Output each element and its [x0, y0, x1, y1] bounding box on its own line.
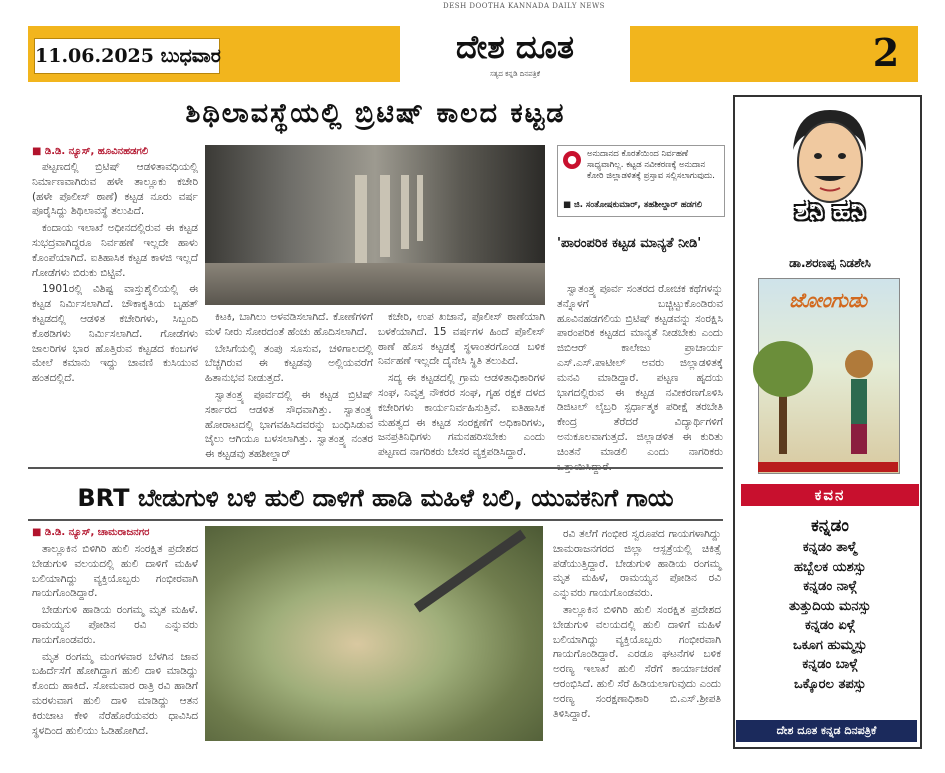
article2-photo-blurred — [205, 526, 543, 741]
article1-column-2 — [205, 310, 373, 462]
paragraph: ಬೇಸಿಗೆಯಲ್ಲಿ ತಂಪು ಸೂಸುವ, ಚಳಿಗಾಲದಲ್ಲಿ ಬೆಚ್ಚಗಿರುವ ಈ ಕಟ್ಟಡವು ಅಲ್ಲಿಯವರೆಗೆ ಹಿತಾನುಭವ ನೀಡುತ್ತದೆ. — [205, 342, 373, 385]
poem-line: ಕನ್ನಡಂ ನಾಳ್ಗೆ — [803, 579, 857, 594]
masthead-subtitle: ಸತ್ಯದ ಕನ್ನಡಿ ದಿನಪತ್ರಿಕೆ — [489, 70, 541, 78]
sidebar-footer: ದೇಶ ದೂತ ಕನ್ನಡ ದಿನಪತ್ರಿಕೆ — [736, 720, 917, 742]
paragraph: ತಾಲ್ಲೂಕಿನ ಬಿಳಿಗಿರಿ ಹುಲಿ ಸಂರಕ್ಷಿತ ಪ್ರದೇಶದ ಬೇಡುಗುಳಿ ವಲಯದಲ್ಲಿ ಹುಲಿ ದಾಳಿಗೆ ಮಹಿಳೆ ಬಲಿಯಾಗಿದ್ದು ವ್ಯಕ್ತಿಯೊಬ್ಬರು ಗಂಭೀರವಾಗಿ ಗಾಯಗೊಂಡಿದ್ದಾರೆ. — [32, 543, 198, 600]
article2-headline: BRT ಬೇಡುಗುಳಿ ಬಳಿ ಹುಲಿ ದಾಳಿಗೆ ಹಾಡಿ ಮಹಿಳೆ ಬಲಿ, ಯುವಕನಿಗೆ ಗಾಯ — [77, 484, 674, 512]
poem-line: ಒಕೂಗ ಹುಮ್ಮಸ್ಸು — [793, 637, 867, 653]
poem-title: ಕನ್ನಡಂ — [811, 516, 849, 536]
cartoon-title: ಶನಿ ಹನಿ — [794, 196, 866, 226]
article1-column-1 — [32, 160, 198, 462]
poem-section-label: ಕವನ — [741, 484, 919, 506]
paragraph: ಸದ್ಯ ಈ ಕಟ್ಟಡದಲ್ಲಿ ಗ್ರಾಮ ಆಡಳಿತಾಧಿಕಾರಿಗಳ ಸಂಘ, ನಿವೃತ್ತ ನೌಕರರ ಸಂಘ, ಗೃಹ ರಕ್ಷಕ ದಳದ ಕಚೇರಿಗಳು ಕಾರ್ಯನಿರ್ವಹಿಸುತ್ತಿವೆ. ಐತಿಹಾಸಿಕ ಮಹತ್ವದ ಈ ಕಟ್ಟಡ ಸಂರಕ್ಷಣೆಗೆ ಅಧಿಕಾರಿಗಳು, ಜನಪ್ರತಿನಿಧಿಗಳು ಗಮನಹರಿಸಬೇಕು ಎಂದು ಪಟ್ಟಣದ ನಾಗರಿಕರು ಬೇಸರ ವ್ಯಕ್ತಪಡಿಸಿದ್ದಾರೆ. — [378, 372, 545, 459]
issue-weekday: ಬುಧವಾರ — [160, 45, 221, 67]
poem-line: ಕನ್ನಡಂ ಏಳ್ಗೆ — [804, 618, 856, 633]
quote-text: ಅನುದಾನದ ಕೊರತೆಯಿಂದ ನಿರ್ವಹಣೆ ಸಾಧ್ಯವಾಗಿಲ್ಲ. ಕಟ್ಟಡ ನವೀಕರಣಕ್ಕೆ ಅನುದಾನ ಕೋರಿ ಜಿಲ್ಲಾಡಳಿತಕ್ಕೆ ಪ್ರಸ್ತಾವ ಸಲ್ಲಿಸಲಾಗುವುದು. — [587, 149, 715, 181]
article1-byline: ■ ಡಿ.ಡಿ. ನ್ಯೂಸ್, ಹೂವಿನಹಡಗಲಿ — [32, 146, 149, 157]
headline-rule — [28, 519, 723, 521]
issue-date: 11.06.2025 — [35, 45, 154, 67]
paragraph: ಮೃತ ರಂಗಮ್ಮ ಮಂಗಳವಾರ ಬೆಳಗಿನ ಜಾವ ಬಹಿರ್ದೆಸೆಗೆ ಹೋಗಿದ್ದಾಗ ಹುಲಿ ದಾಳಿ ಮಾಡಿದ್ದು ಕೊಂದು ಹಾಕಿದೆ. ಸೋಮವಾರ ರಾತ್ರಿ ರವಿ ಹಾಡಿಗೆ ಮರಳುವಾಗ ಹುಲಿ ದಾಳಿ ಮಾಡಿದ್ದು ಆತನ ಕಿರುಚಾಟ ಕೇಳಿ ನೆರೆಹೊರೆಯವರು ಧಾವಿಸಿದ ಸ್ಥಳದಿಂದ ಹುಲಿಯು ಓಡಿಹೋಗಿದೆ. — [32, 650, 198, 737]
paragraph: ಸ್ವಾತಂತ್ರ್ಯ ಪೂರ್ವದಲ್ಲಿ ಈ ಕಟ್ಟಡ ಬ್ರಿಟಿಷ್ ಸರ್ಕಾರದ ಆಡಳಿತ ಸೌಧವಾಗಿತ್ತು. ಸ್ವಾತಂತ್ರ್ಯ ಹೋರಾಟದಲ್ಲಿ ಭಾಗವಹಿಸಿದವರನ್ನು ಬಂಧಿಸಿಡುವ ಜೈಲು ಆಗಿಯೂ ಬಳಸಲಾಗಿತ್ತು. ಸ್ವಾತಂತ್ರ್ಯ ನಂತರ ಈ ಕಟ್ಟಡವು ತಹಶೀಲ್ದಾರ್ — [205, 388, 373, 461]
paragraph: ಕಚೇರಿ, ಉಪ ಖಜಾನೆ, ಪೊಲೀಸ್ ಠಾಣೆಯಾಗಿ ಬಳಕೆಯಾಗಿದೆ. 15 ವರ್ಷಗಳ ಹಿಂದೆ ಪೊಲೀಸ್ ಠಾಣೆ ಹೊಸ ಕಟ್ಟಡಕ್ಕೆ ಸ್ಥಳಾಂತರಗೊಂಡ ಬಳಿಕ ನಿರ್ವಹಣೆ ಇಲ್ಲದೇ ದೈನೇಸಿ ಸ್ಥಿತಿ ತಲುಪಿದೆ. — [378, 311, 545, 368]
article1-subheading: 'ಪಾರಂಪರಿಕ ಕಟ್ಟಡ ಮಾನ್ಯತೆ ನೀಡಿ' — [557, 236, 702, 251]
paragraph: ತಾಲ್ಲೂಕಿನ ಬಿಳಿಗಿರಿ ಹುಲಿ ಸಂರಕ್ಷಿತ ಪ್ರದೇಶದ ಬೇಡುಗುಳಿ ವಲಯದಲ್ಲಿ ಹುಲಿ ದಾಳಿಗೆ ಮಹಿಳೆ ಬಲಿಯಾಗಿದ್ದು ವ್ಯಕ್ತಿಯೊಬ್ಬರು ಗಂಭೀರವಾಗಿ ಗಾಯಗೊಂಡಿದ್ದಾರೆ. ಎರಡೂ ಘಟನೆಗಳ ಬಳಿಕ ಅರಣ್ಯ ಇಲಾಖೆ ಹುಲಿ ಸೆರೆಗೆ ಕಾರ್ಯಾಚರಣೆ ಆರಂಭಿಸಿದೆ. ಹುಲಿ ಸೆರೆ ಹಿಡಿಯಲಾಗುವುದು ಎಂದು ಅರಣ್ಯ ಸಂರಕ್ಷಣಾಧಿಕಾರಿ ಬಿ.ಎಸ್.ಶ್ರೀಪತಿ ತಿಳಿಸಿದ್ದಾರೆ. — [553, 603, 721, 720]
poem-line: ಹಬ್ಬೆಲಕ ಯಶಸ್ಸು — [793, 559, 867, 575]
book-cover-footer — [758, 462, 898, 472]
cartoonist-name: ಡಾ.ಶರಣಪ್ಪ ನಿಡಶೇಸಿ — [789, 256, 871, 270]
paragraph: ರವಿ ತಲೆಗೆ ಗಂಭೀರ ಸ್ವರೂಪದ ಗಾಯಗಳಾಗಿದ್ದು ಚಾಮರಾಜನಗರದ ಜಿಲ್ಲಾ ಆಸ್ಪತ್ರೆಯಲ್ಲಿ ಚಿಕಿತ್ಸೆ ಪಡೆಯುತ್ತಿದ್ದಾರೆ. ಬೇಡುಗುಳಿ ಹಾಡಿಯ ರಂಗಮ್ಮ ಮೃತ ಮಹಿಳೆ, ರಾಮಯ್ಯನ ಪೋಡಿನ ರವಿ ಎನ್ನುವರು ಗಾಯಗೊಂಡವರು. — [553, 528, 721, 600]
article1-column-4 — [557, 282, 723, 462]
poem-line: ಒಕ್ಕೊರಲ ತಪಸ್ಸು — [794, 676, 866, 692]
page-number: 2 — [872, 30, 900, 75]
article1-headline: ಶಿಥಿಲಾವಸ್ಥೆಯಲ್ಲಿ ಬ್ರಿಟಿಷ್ ಕಾಲದ ಕಟ್ಟಡ — [185, 98, 566, 129]
article2-byline: ■ ಡಿ.ಡಿ. ನ್ಯೂಸ್, ಚಾಮರಾಜನಗರ — [32, 527, 150, 538]
paragraph: ಪಟ್ಟಣದಲ್ಲಿ ಬ್ರಿಟಿಷ್ ಆಡಳಿತಾವಧಿಯಲ್ಲಿ ನಿರ್ಮಾಣವಾಗಿರುವ ಹಳೇ ತಾಲ್ಲೂಕು ಕಚೇರಿ (ಹಳೇ ಪೊಲೀಸ್ ಠಾಣೆ) ಕಟ್ಟಡ ನೂರು ವರ್ಷ ಪೂರೈಸಿದ್ದು ಶಿಥಿಲಾವಸ್ಥೆ ತಲುಪಿದೆ. — [32, 161, 198, 218]
paragraph: ಕಂದಾಯ ಇಲಾಖೆ ಅಧೀನದಲ್ಲಿರುವ ಈ ಕಟ್ಟಡ ಸುಭದ್ರವಾಗಿದ್ದರೂ ನಿರ್ವಹಣೆ ಇಲ್ಲದೇ ಹಾಳು ಕೊಂಪೆಯಾಗಿದೆ. ಐತಿಹಾಸಿಕ ಕಟ್ಟಡ ಕಾಳಜಿ ಇಲ್ಲದೆ ಗೋಡೆಗಳು ಬಿರುಕು ಬಿಟ್ಟಿವೆ. — [32, 222, 198, 279]
quote-attribution: ■ ಜಿ. ಸಂತೋಷಕುಮಾರ್, ತಹಶೀಲ್ದಾರ್ ಹಡಗಲಿ — [563, 200, 703, 210]
paragraph: ಕಿಟಕಿ, ಬಾಗಿಲು ಅಳವಡಿಸಲಾಗಿದೆ. ಕೋಣೆಗಳಿಗೆ ಮಳೆ ನೀರು ಸೋರದಂತೆ ಹೆಂಚು ಹೊದಿಸಲಾಗಿದೆ. — [205, 311, 373, 338]
book-title: ಜೋಂಗುಡು — [789, 288, 867, 312]
article1-column-3 — [378, 310, 545, 462]
paragraph: ಬೇಡುಗುಳಿ ಹಾಡಿಯ ರಂಗಮ್ಮ ಮೃತ ಮಹಿಳೆ. ರಾಮಯ್ಯನ ಪೋಡಿನ ರವಿ ಎನ್ನುವರು ಗಾಯಗೊಂಡವರು. — [32, 604, 198, 646]
poem — [741, 514, 919, 694]
masthead-tagline-english: DESH DOOTHA KANNADA DAILY NEWS — [443, 2, 605, 10]
date-box — [34, 38, 220, 74]
paragraph: ಸ್ವಾತಂತ್ರ್ಯ ಪೂರ್ವ ಸಂತರದ ರೋಚಕ ಕಥೆಗಳನ್ನು ತನ್ನೊಳಗೆ ಬಚ್ಚಿಟ್ಟುಕೊಂಡಿರುವ ಹೂವಿನಹಡಗಲಿಯ ಬ್ರಿಟಿಷ್ ಕಟ್ಟಡವನ್ನು ಸಂರಕ್ಷಿಸಿ ಪಾರಂಪರಿಕ ಕಟ್ಟಡದ ಮಾನ್ಯತೆ ನೀಡಬೇಕು ಎಂದು ಜಿಬಿಆರ್ ಕಾಲೇಜು ಪ್ರಾಚಾರ್ಯ ಎಸ್.ಎಸ್.ಪಾಟೀಲ್ ಅವರು ಜಿಲ್ಲಾಡಳಿತಕ್ಕೆ ಮನವಿ ಮಾಡಿದ್ದಾರೆ. ಪಟ್ಟಣ ಹೃದಯ ಭಾಗದಲ್ಲಿರುವ ಈ ಕಟ್ಟಡ ನವೀಕರಣಗೊಳಿಸಿ ಡಿಜಿಟಲ್ ಲೈಬ್ರರಿ ಸ್ಪರ್ಧಾತ್ಮಕ ಪರೀಕ್ಷೆ ತರಬೇತಿ ಕೇಂದ್ರ ತೆರೆದರೆ ವಿದ್ಯಾರ್ಥಿಗಳಿಗೆ ಅನುಕೂಲವಾಗುತ್ತದೆ. ಜಿಲ್ಲಾಡಳಿತ ಈ ಕುರಿತು ಚಿಂತನೆ ಮಾಡಲಿ ಎಂದು ನಾಗರಿಕರು — [557, 283, 723, 458]
poem-line: ಕನ್ನಡಂ ತಾಳ್ಮೆ — [802, 540, 858, 555]
poem-line: ಕನ್ನಡಂ ಬಾಳ್ಗೆ — [802, 657, 858, 672]
paragraph: 1901ರಲ್ಲಿ ವಿಶಿಷ್ಟ ವಾಸ್ತುಶೈಲಿಯಲ್ಲಿ ಈ ಕಟ್ಟಡ ನಿರ್ಮಿಸಲಾಗಿದೆ. ಚೌಕಾಕೃತಿಯ ಬೃಹತ್ ಕಟ್ಟಡದಲ್ಲಿ ಆಡಳಿತ ಕಚೇರಿಗಳು, ಸಿಬ್ಬಂದಿ ಕೊಠಡಿಗಳು ನಿರ್ಮಿಸಲಾಗಿದೆ. ಗೋಡೆಗಳು ಜಾಲರಿಗಳ ಭಾರ ಹೊತ್ತಿರುವ ಕಟ್ಟಡದ ಕಂಬಗಳ ಮೇಲೆ ಕಮಾನು ಇದ್ದು ಚಾವಣಿ ಕುಸಿಯುವ ಹಂತದಲ್ಲಿದೆ. — [32, 283, 198, 385]
masthead-title: ದೇಶ ದೂತ — [400, 22, 630, 82]
article1-photo-corridor — [205, 145, 545, 305]
quote-drop-icon: ● — [563, 151, 581, 169]
article2-column-2 — [553, 527, 721, 742]
poem-line: ತುತ್ತುದಿಯ ಮನಸ್ಸು — [789, 598, 871, 614]
article2-column-1 — [32, 542, 198, 742]
section-divider — [28, 467, 723, 469]
